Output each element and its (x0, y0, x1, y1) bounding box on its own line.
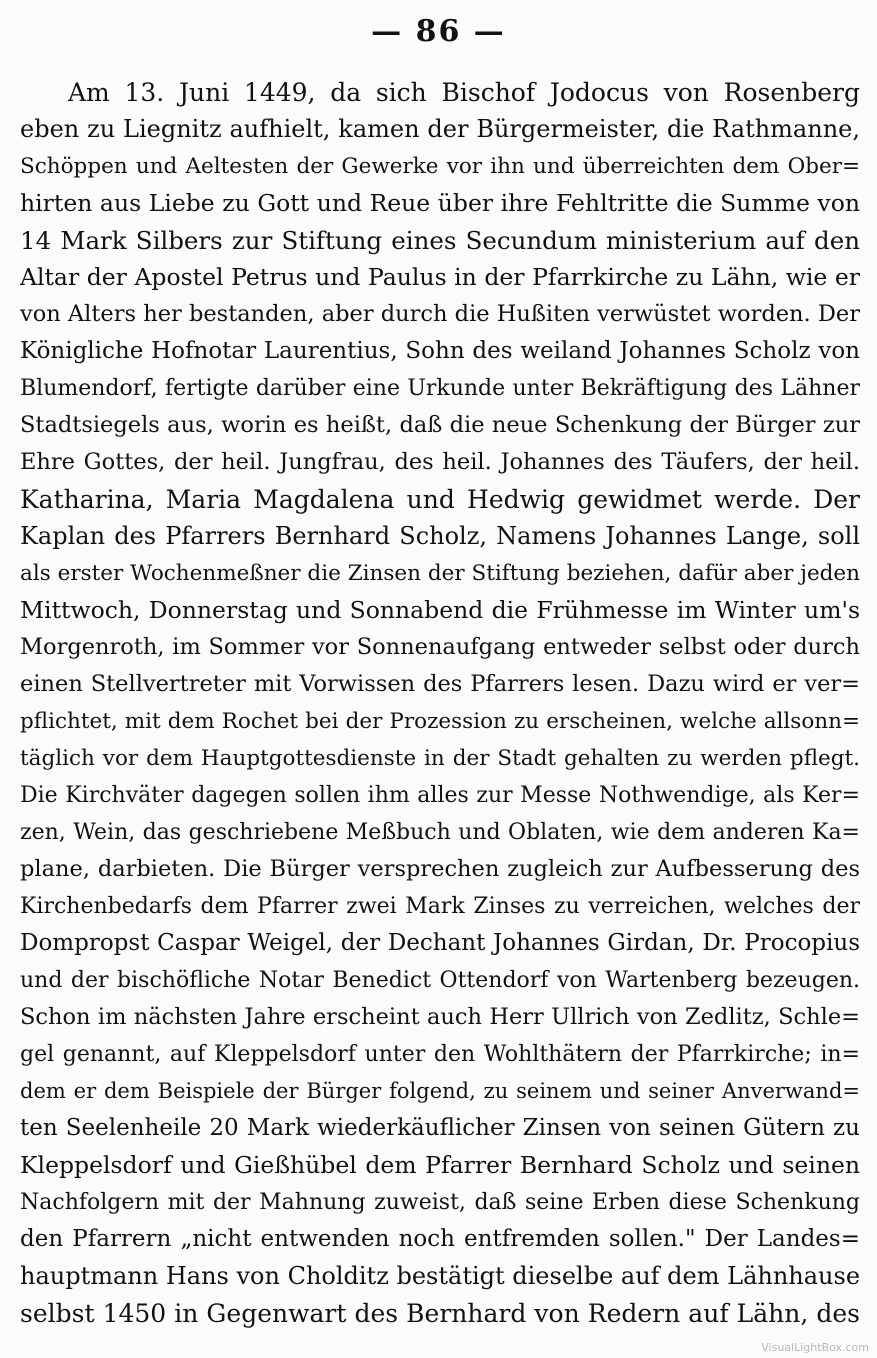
text-line: von Alters her bestanden, aber durch die Hußiten verwüstet worden. Der (20, 301, 860, 327)
text-line: Ehre Gottes, der heil. Jungfrau, des heil. Johannes des Täufers, der heil. (20, 449, 860, 475)
text-line: Schon im nächsten Jahre erscheint auch Herr Ullrich von Zedlitz, Schle= (20, 1004, 860, 1030)
text-line: Kirchenbedarfs dem Pfarrer zwei Mark Zinses zu verreichen, welches der (20, 894, 860, 919)
text-line: hirten aus Liebe zu Gott und Reue über ihre Fehltritte die Summe von (20, 189, 860, 217)
text-line: Königliche Hofnotar Laurentius, Sohn des weiland Johannes Scholz von (20, 338, 860, 364)
text-line: Morgenroth, im Sommer vor Sonnenaufgang entweder selbst oder durch (20, 634, 860, 660)
text-line: Katharina, Maria Magdalena und Hedwig gewidmet werde. Der (20, 485, 860, 514)
text-line: Nachfolgern mit der Mahnung zuweist, daß seine Erben diese Schenkung (20, 1190, 860, 1215)
text-line: gel genannt, auf Kleppelsdorf unter den Wohlthätern der Pfarrkirche; in= (20, 1042, 860, 1067)
text-line: Die Kirchväter dagegen sollen ihm alles zur Messe Nothwendige, als Ker= (20, 783, 860, 808)
text-line: den Pfarrern „nicht entwenden noch entfremden sollen." Der Landes= (20, 1226, 860, 1252)
text-line: ten Seelenheile 20 Mark wiederkäuflicher Zinsen von seinen Gütern zu (20, 1115, 860, 1141)
text-line: selbst 1450 in Gegenwart des Bernhard von Redern auf Lähn, des (20, 1299, 860, 1328)
text-line: einen Stellvertreter mit Vorwissen des Pfarrers lesen. Dazu wird er ver= (20, 671, 860, 697)
text-line: täglich vor dem Hauptgottesdienste in der Stadt gehalten zu werden pflegt. (20, 746, 860, 771)
text-line: Am 13. Juni 1449, da sich Bischof Jodocus von Rosenberg (68, 78, 860, 107)
page-number: — 86 — (371, 14, 506, 49)
text-line: Stadtsiegels aus, worin es heißt, daß die neue Schenkung der Bürger zur (20, 412, 860, 438)
text-line: Dompropst Caspar Weigel, der Dechant Johannes Girdan, Dr. Procopius (20, 930, 860, 956)
text-line: pflichtet, mit dem Rochet bei der Prozession zu erscheinen, welche allsonn= (20, 709, 860, 734)
text-line: dem er dem Beispiele der Bürger folgend, zu seinem und seiner Anverwand= (20, 1079, 860, 1103)
text-line: Blumendorf, fertigte darüber eine Urkunde unter Bekräftigung des Lähner (20, 376, 860, 401)
text-line: zen, Wein, das geschriebene Meßbuch und Oblaten, wie dem anderen Ka= (20, 820, 860, 845)
text-line: als erster Wochenmeßner die Zinsen der Stiftung beziehen, dafür aber jeden (20, 561, 860, 586)
text-line: Mittwoch, Donnerstag und Sonnabend die Frühmesse im Winter um's (20, 596, 860, 624)
text-line: hauptmann Hans von Cholditz bestätigt dieselbe auf dem Lähnhause (20, 1262, 860, 1290)
text-line: Kleppelsdorf und Gießhübel dem Pfarrer Bernhard Scholz und seinen (20, 1151, 860, 1179)
text-line: plane, darbieten. Die Bürger versprechen zugleich zur Aufbesserung des (20, 856, 860, 882)
text-line: Kaplan des Pfarrers Bernhard Scholz, Namens Johannes Lange, soll (20, 522, 860, 550)
text-line: und der bischöfliche Notar Benedict Ottendorf von Wartenberg bezeugen. (20, 968, 860, 993)
text-line: Altar der Apostel Petrus und Paulus in der Pfarrkirche zu Lähn, wie er (20, 263, 860, 291)
watermark: VisualLightBox.com (761, 1341, 869, 1354)
text-line: Schöppen und Aeltesten der Gewerke vor ihn und überreichten dem Ober= (20, 154, 860, 179)
text-line: 14 Mark Silbers zur Stiftung eines Secundum ministerium auf den (20, 226, 860, 255)
body-text (20, 74, 860, 1332)
text-line: eben zu Liegnitz aufhielt, kamen der Bürgermeister, die Rathmanne, (20, 115, 860, 143)
